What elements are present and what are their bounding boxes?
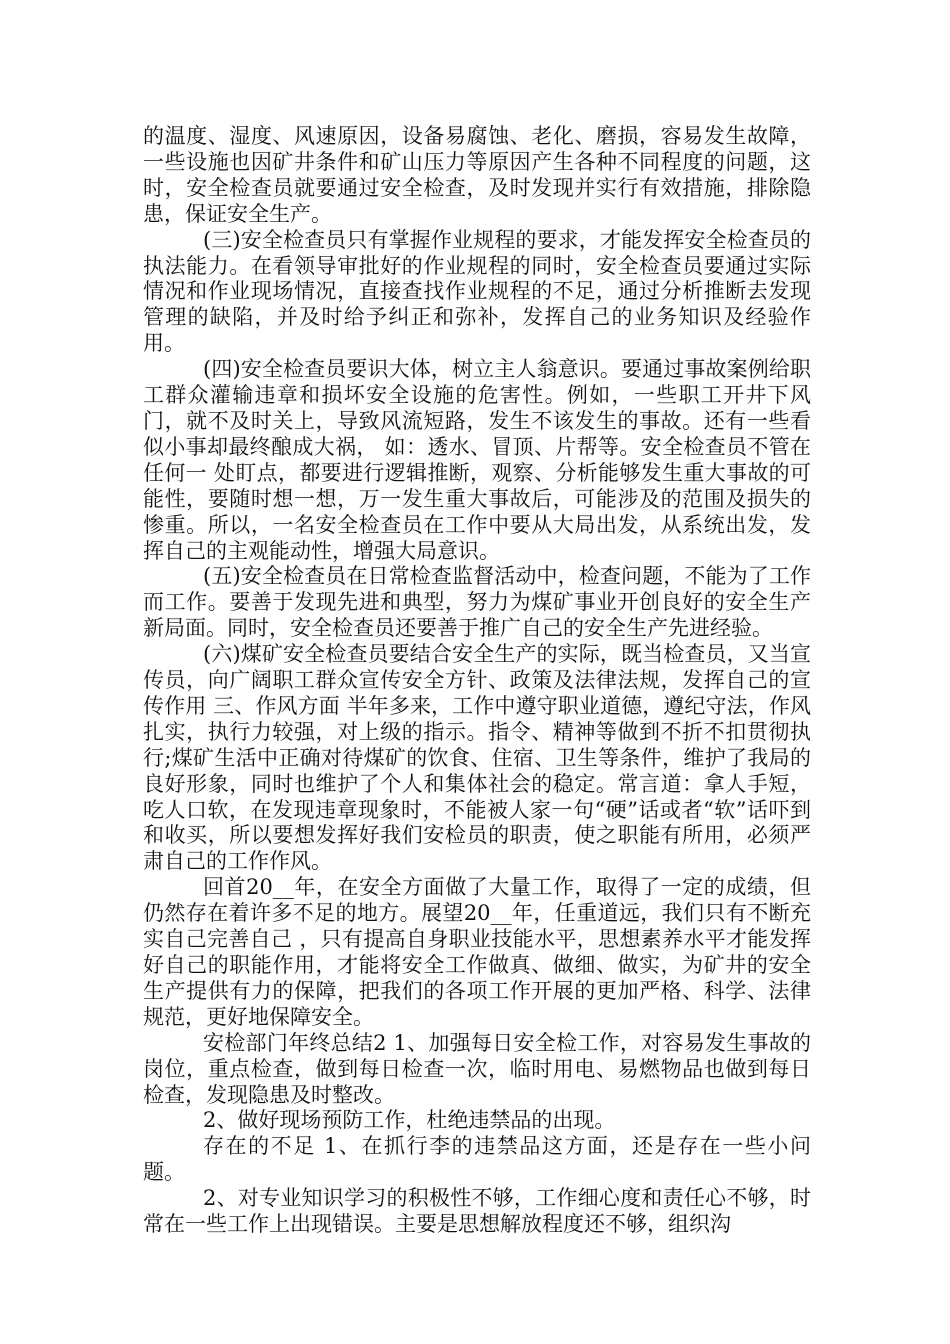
paragraph-summary-2: 安检部门年终总结2 1、加强每日安全检工作，对容易发生事故的岗位，重点检查，做到每日检查一次，临时用电、易燃物品也做到每日检查，发现隐患及时整改。 — [143, 1030, 811, 1107]
paragraph-review: 回首20__年，在安全方面做了大量工作，取得了一定的成绩，但仍然存在着许多不足的地方。展望20__年，任重道远，我们只有不断充实自己完善自己 ，只有提高自身职业技能水平，思想素养水平才能发挥好自己的职能作用，才能将安全工作做真、做细、做实，为矿井的安全生产提供有力的保障，把我们的各项工作开展的更加严格、科学、法律规范，更好地保障安全。 — [143, 875, 811, 1029]
paragraph-section-4: (四)安全检查员要识大体，树立主人翁意识。要通过事故案例给职工群众灌输违章和损坏安全设施的危害性。例如，一些职工开井下风门，就不及时关上，导致风流短路，发生不该发生的事故。还有一些看似小事却最终酿成大祸， 如：透水、冒顶、片帮等。安全检查员不管在任何一 处盯点，都要进行逻辑推断，观察、分析能够发生重大事故的可能性，要随时想一想，万一发生重大事故后，可能涉及的范围及损失的惨重。所以，一名安全检查员在工作中要从大局出发，从系统出发，发挥自己的主观能动性，增强大局意识。 — [143, 357, 811, 563]
paragraph-prevention: 2、做好现场预防工作，杜绝违禁品的出现。 — [203, 1108, 616, 1133]
document-body — [143, 124, 811, 1238]
paragraph-section-6: (六)煤矿安全检查员要结合安全生产的实际，既当检查员，又当宣传员，向广阔职工群众宣传安全方针、政策及法律法规，发挥自己的宣传作用 三、作风方面 半年多来，工作中遵守职业道德，遵纪守法，作风扎实，执行力较强，对上级的指示。指令、精神等做到不折不扣贯彻执行;煤矿生活中正确对待煤矿的饮食、住宿、卫生等条件，维护了我局的良好形象，同时也维护了个人和集体社会的稳定。常言道：拿人手短，吃人口软，在发现违章现象时，不能被人家一句“硬”话或者“软”话吓到和收买，所以要想发挥好我们安检员的职责，使之职能有所用，必须严肃自己的工作作风。 — [143, 642, 811, 874]
paragraph-shortcomings: 存在的不足 1、在抓行李的违禁品这方面，还是存在一些小问题。 — [143, 1134, 811, 1185]
paragraph-section-3: (三)安全检查员只有掌握作业规程的要求，才能发挥安全检查员的执法能力。在看领导审批好的作业规程的同时，安全检查员要通过实际情况和作业现场情况，直接查找作业规程的不足，通过分析推断去发现管理的缺陷，并及时给予纠正和弥补，发挥自己的业务知识及经验作用。 — [143, 227, 811, 356]
paragraph-continued: 的温度、湿度、风速原因，设备易腐蚀、老化、磨损，容易发生故障，一些设施也因矿井条件和矿山压力等原因产生各种不同程度的问题，这时，安全检查员就要通过安全检查，及时发现并实行有效措施，排除隐患，保证安全生产。 — [143, 124, 811, 226]
paragraph-section-5: (五)安全检查员在日常检查监督活动中，检查问题，不能为了工作而工作。要善于发现先进和典型，努力为煤矿事业开创良好的安全生产新局面。同时，安全检查员还要善于推广自己的安全生产先进经验。 — [143, 564, 811, 641]
paragraph-shortcomings-2: 2、对专业知识学习的积极性不够，工作细心度和责任心不够，时常在一些工作上出现错误。主要是思想解放程度还不够，组织沟 — [143, 1186, 811, 1237]
